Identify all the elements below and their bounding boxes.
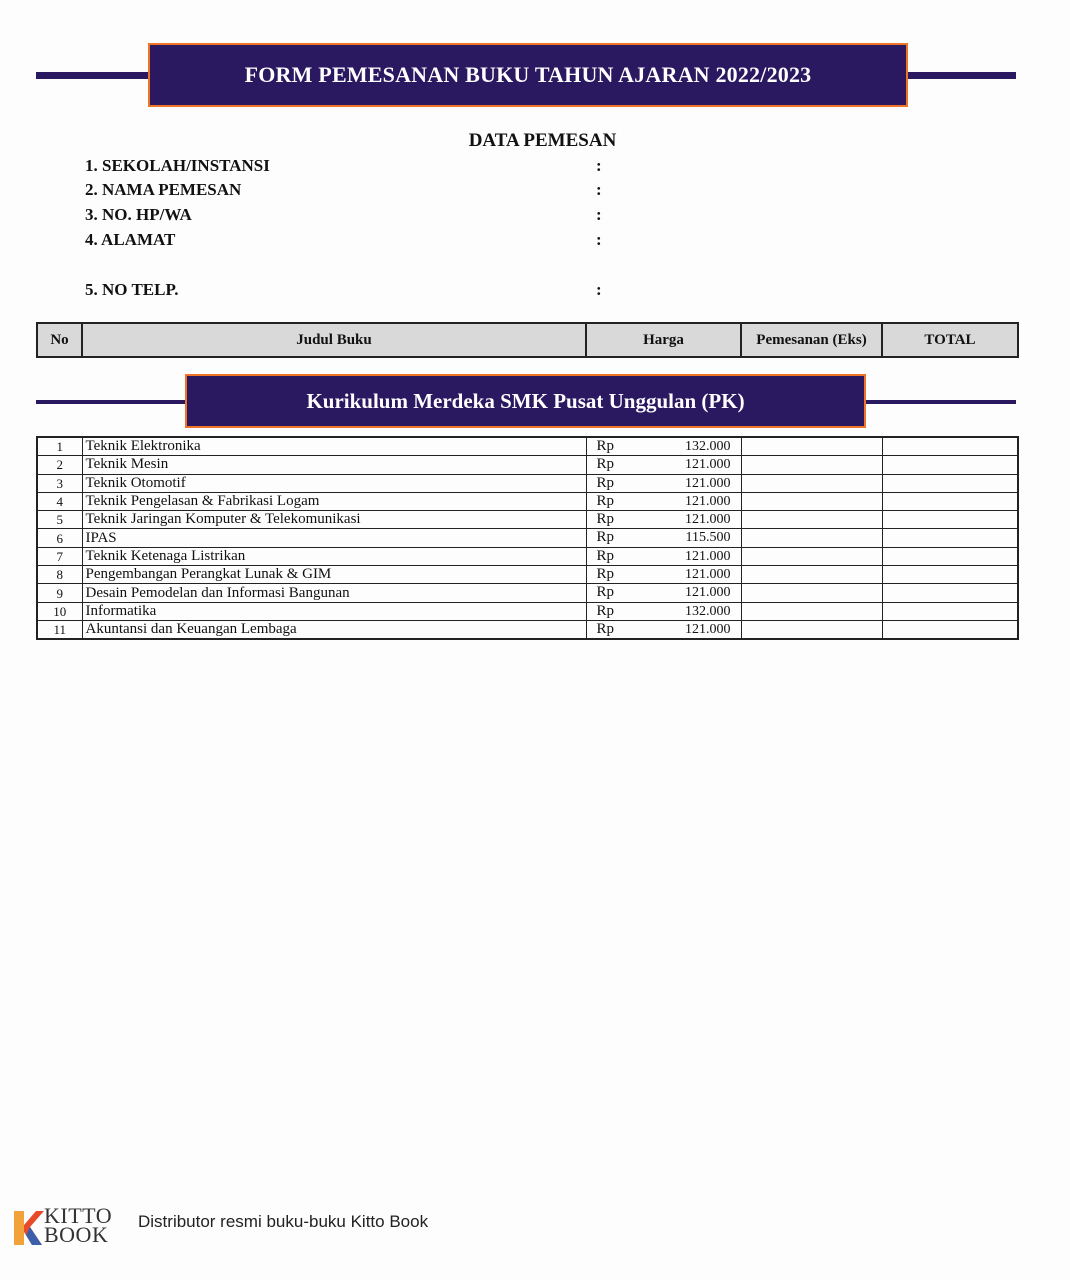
table-row (37, 492, 1018, 510)
field-nama-pemesan (85, 180, 625, 202)
book-title: Teknik Pengelasan & Fabrikasi Logam (82, 492, 586, 510)
table-row (37, 529, 1018, 547)
book-no: 9 (37, 584, 82, 602)
field-alamat (85, 230, 625, 252)
qty-cell[interactable] (741, 529, 882, 547)
header-pemesanan: Pemesanan (Eks) (741, 323, 882, 357)
price-value: 121.000 (685, 475, 731, 491)
book-price (586, 492, 741, 510)
logo-line-1: KITTO (44, 1203, 113, 1228)
footer-tagline: Distributor resmi buku-buku Kitto Book (138, 1212, 429, 1231)
price-value: 132.000 (685, 439, 731, 454)
total-cell (882, 620, 1018, 639)
book-no: 7 (37, 547, 82, 565)
kitto-book-logo (12, 1205, 122, 1247)
book-title: Informatika (82, 602, 586, 620)
qty-cell[interactable] (741, 602, 882, 620)
total-cell (882, 474, 1018, 492)
qty-cell[interactable] (741, 437, 882, 456)
total-cell (882, 511, 1018, 529)
book-title: Teknik Jaringan Komputer & Telekomunikasi (82, 511, 586, 529)
field-colon: : (596, 280, 602, 299)
table-row (37, 474, 1018, 492)
book-table (36, 436, 1019, 640)
field-no-hp (85, 205, 625, 227)
qty-cell[interactable] (741, 511, 882, 529)
table-row (37, 547, 1018, 565)
table-row (37, 511, 1018, 529)
field-label: 4. ALAMAT (85, 230, 176, 249)
price-value: 121.000 (685, 493, 731, 509)
book-price (586, 566, 741, 584)
total-cell (882, 437, 1018, 456)
currency: Rp (596, 620, 615, 637)
table-row (37, 620, 1018, 639)
price-value: 121.000 (685, 548, 731, 564)
book-price (586, 456, 741, 474)
total-cell (882, 547, 1018, 565)
book-title: Teknik Mesin (82, 456, 586, 474)
book-no: 2 (37, 456, 82, 474)
currency: Rp (596, 438, 615, 454)
qty-cell[interactable] (741, 456, 882, 474)
currency: Rp (596, 492, 615, 509)
currency: Rp (596, 584, 615, 601)
price-value: 121.000 (685, 512, 731, 528)
book-title: Akuntansi dan Keuangan Lembaga (82, 620, 586, 639)
logo-line-2: BOOK (44, 1222, 109, 1247)
data-pemesan-heading: DATA PEMESAN (468, 130, 617, 151)
book-title: Teknik Ketenaga Listrikan (82, 547, 586, 565)
field-colon: : (596, 180, 602, 199)
form-title: FORM PEMESANAN BUKU TAHUN AJARAN 2022/2023 (148, 43, 908, 107)
total-cell (882, 529, 1018, 547)
currency: Rp (596, 474, 615, 491)
book-title: Pengembangan Perangkat Lunak & GIM (82, 566, 586, 584)
total-cell (882, 566, 1018, 584)
total-cell (882, 584, 1018, 602)
currency: Rp (596, 566, 615, 583)
field-colon: : (596, 230, 602, 249)
field-no-telp (85, 280, 625, 302)
book-price (586, 511, 741, 529)
qty-cell[interactable] (741, 620, 882, 639)
currency: Rp (596, 529, 615, 546)
book-title: Teknik Elektronika (82, 437, 586, 456)
header-total: TOTAL (882, 323, 1018, 357)
header-judul-buku: Judul Buku (82, 323, 586, 357)
field-colon: : (596, 156, 602, 175)
book-price (586, 529, 741, 547)
field-label: 3. NO. HP/WA (85, 205, 192, 224)
field-sekolah (85, 156, 625, 178)
book-no: 8 (37, 566, 82, 584)
qty-cell[interactable] (741, 492, 882, 510)
header-no: No (37, 323, 82, 357)
currency: Rp (596, 547, 615, 564)
total-cell (882, 456, 1018, 474)
price-value: 121.000 (685, 457, 731, 473)
book-price (586, 547, 741, 565)
book-price (586, 584, 741, 602)
book-title: Desain Pemodelan dan Informasi Bangunan (82, 584, 586, 602)
price-value: 121.000 (685, 567, 731, 583)
section-title: Kurikulum Merdeka SMK Pusat Unggulan (PK) (185, 374, 866, 428)
qty-cell[interactable] (741, 547, 882, 565)
book-no: 1 (37, 437, 82, 456)
field-colon: : (596, 205, 602, 224)
price-value: 121.000 (685, 621, 731, 637)
book-price (586, 620, 741, 639)
book-title: IPAS (82, 529, 586, 547)
price-value: 132.000 (685, 603, 731, 619)
currency: Rp (596, 511, 615, 528)
price-value: 121.000 (685, 585, 731, 601)
qty-cell[interactable] (741, 566, 882, 584)
qty-cell[interactable] (741, 584, 882, 602)
total-cell (882, 602, 1018, 620)
qty-cell[interactable] (741, 474, 882, 492)
currency: Rp (596, 602, 615, 619)
field-label: 5. NO TELP. (85, 280, 179, 299)
book-no: 6 (37, 529, 82, 547)
order-table-header (36, 322, 1019, 358)
book-no: 4 (37, 492, 82, 510)
book-no: 10 (37, 602, 82, 620)
table-row (37, 584, 1018, 602)
field-label: 1. SEKOLAH/INSTANSI (85, 156, 270, 175)
book-price (586, 602, 741, 620)
price-value: 115.500 (685, 530, 731, 546)
table-row (37, 602, 1018, 620)
header-harga: Harga (586, 323, 741, 357)
book-price (586, 474, 741, 492)
field-label: 2. NAMA PEMESAN (85, 180, 242, 199)
book-title: Teknik Otomotif (82, 474, 586, 492)
total-cell (882, 492, 1018, 510)
book-no: 11 (37, 620, 82, 639)
currency: Rp (596, 456, 615, 473)
kitto-book-logo-icon (12, 1205, 46, 1247)
book-no: 3 (37, 474, 82, 492)
table-row (37, 437, 1018, 456)
book-price (586, 437, 741, 456)
book-no: 5 (37, 511, 82, 529)
table-row (37, 566, 1018, 584)
table-row (37, 456, 1018, 474)
